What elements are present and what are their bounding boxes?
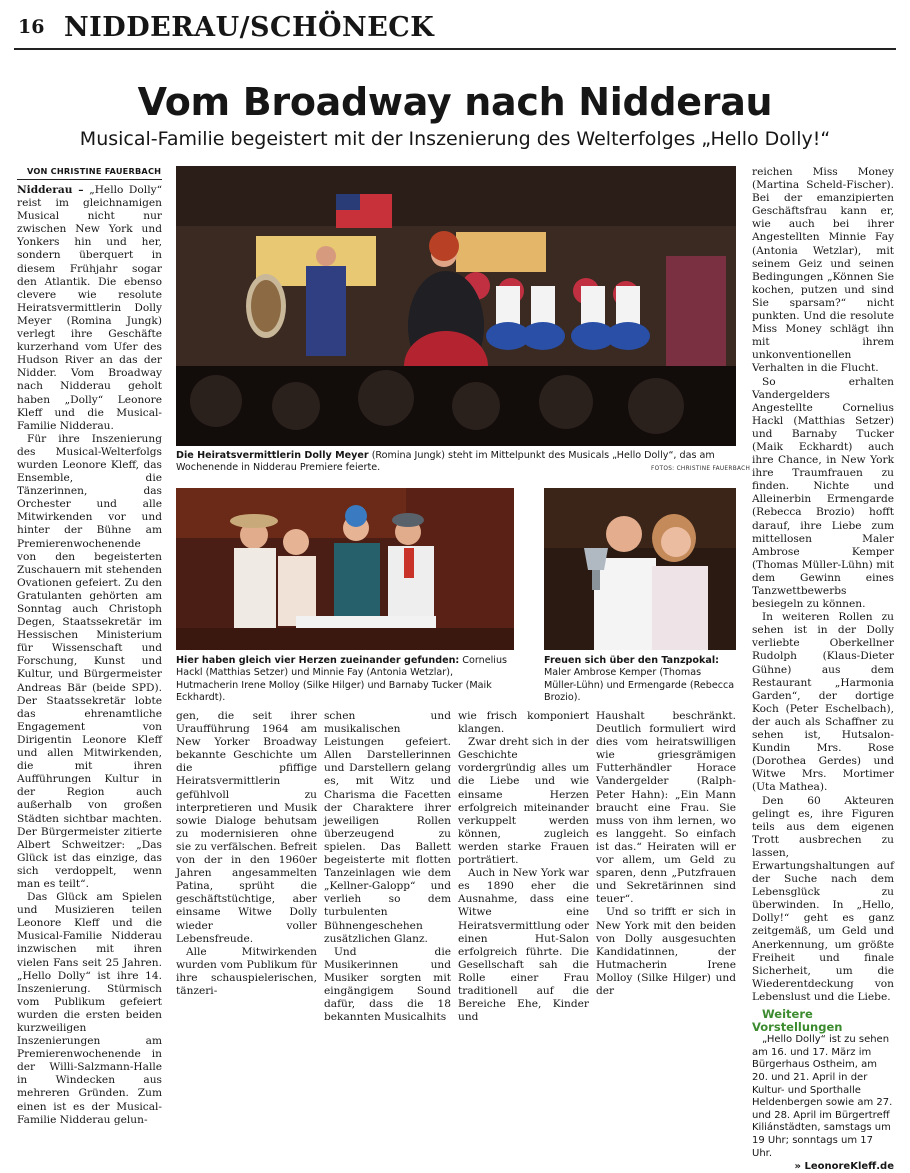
page-number: 16 — [18, 16, 45, 38]
article-column-4 — [458, 710, 589, 1024]
headline: Vom Broadway nach Nidderau — [137, 80, 773, 124]
header-rule — [14, 48, 896, 50]
caption-bold: Freuen sich über den Tanzpokal: — [544, 655, 719, 666]
main-stage-photo — [176, 166, 736, 446]
paragraph: schen und musikalischen Leistungen gefeiert. Allen Darstellerinnen und Darstellern gelang es, mit Witz und Charisma die Facetten der Charaktere ihrer jeweiligen Rollen überzeugend zu spielen. Das Ballett begeisterte mit flotten Tanzeinlagen wie dem „Kellner-Galopp“ und verlieh so dem turbulenten Bühnengeschehen zusätzlichen Glanz. — [324, 710, 451, 945]
paragraph: Auch in New York war es 1890 eher die Ausnahme, dass eine Witwe eine Heiratsvermittlung oder einen Hut-Salon erfolgreich führte. Die Gesellschaft sah die Rolle einer Frau traditionell auf die Bereiche Ehe, Kinder und — [458, 867, 589, 1024]
article-column-2 — [176, 710, 317, 997]
website-link[interactable]: » LeonoreKleff.de — [794, 1161, 894, 1173]
caption-text: Cornelius Hackl (Matthias Setzer) und Minnie Fay (Antonia Wetzlar), Hutmacherin Irene Molloy (Silke Hilger) und Barnaby Tucker (Maik Eckhardt). — [176, 655, 508, 703]
paragraph: wie frisch komponiert klangen. — [458, 710, 589, 736]
article-column-3 — [324, 710, 451, 1024]
main-photo-caption — [176, 450, 736, 476]
photo-credit: FOTOS: CHRISTINE FAUERBACH — [651, 466, 751, 472]
caption-text: Maler Ambrose Kemper (Thomas Müller-Lühn) und Ermengarde (Rebecca Brozio). — [544, 667, 735, 703]
dance-trophy-photo — [544, 488, 736, 650]
dance-trophy-caption — [544, 655, 736, 705]
caption-bold: Hier haben gleich vier Herzen zueinander gefunden: — [176, 655, 460, 666]
paragraph: gen, die seit ihrer Uraufführung 1964 am New Yorker Broadway bekannte Geschichte um die pfiffige Heiratsvermittlerin gefühlvoll zu interpretieren und Musik sowie Dialoge behutsam zu modernisieren ohne sie zu verfälschen. Befreit von der in den 1960er Jahren angesammelten Patina, sprüht die geschäftstüchtige, aber einsame Witwe Dolly wieder voller Lebensfreude. — [176, 710, 317, 945]
dance-trophy-scene-image — [544, 488, 736, 650]
four-hearts-scene-image — [176, 488, 514, 650]
paragraph: Zwar dreht sich in der Geschichte vordergründig alles um die Liebe und wie einsame Herzen erfolgreich miteinander verkuppelt werden können, zugleich werden starke Frauen porträtiert. — [458, 736, 589, 867]
article-column-1 — [17, 166, 162, 1126]
four-hearts-caption — [176, 655, 514, 705]
stage-scene-image — [176, 166, 736, 446]
paragraph: So erhalten Vandergelders Angestellte Cornelius Hackl (Matthias Setzer) und Barnaby Tucker (Maik Eckhardt) auch ihre Chance, in New York ihre Traumfrauen zu finden. Nichte und Alleinerbin Ermengarde (Rebecca Brozio) hofft darauf, ihre Liebe zum mittellosen Maler Ambrose Kemper (Thomas Müller-Lühn) mit dem Gewinn eines Tanzwettbewerbs besiegeln zu können. — [752, 375, 894, 611]
paragraph: reichen Miss Money (Martina Scheld-Fischer). Bei der emanzipierten Geschäftsfrau kann er, wie auch bei ihrer Angestellten Minnie Fay (Antonia Wetzlar), mit seinem Geiz und seinen Bedingungen „Können Sie kochen, putzen und sind Sie sparsam?“ nicht punkten. Und die resolute Miss Money schlägt ihn mit ihrem unkonventionellen Verhalten in die Flucht. — [752, 166, 894, 375]
dateline: Nidderau – — [17, 184, 84, 196]
paragraph: Das Glück am Spielen und Musizieren teilen Leonore Kleff und die Musical-Familie Nidderau inzwischen mit ihren vielen Fans seit 25 Jahren. „Hello Dolly“ ist ihre 14. Inszenierung. Stürmisch vom Publikum gefeiert wurden die ersten beiden kurzweiligen Inszenierungen am Premierenwochenende in der Willi-Salzmann-Halle in Windecken aus mehreren Gründen. Zum einen ist es der Musical-Familie Nidderau gelun- — [17, 891, 162, 1126]
paragraph: Und die Musikerinnen und Musiker sorgten mit eingängigem Sound dafür, dass die 18 bekannten Musicalhits — [324, 945, 451, 1024]
article-column-6 — [752, 166, 894, 1173]
caption-bold: Die Heiratsvermittlerin Dolly Meyer — [176, 450, 369, 461]
info-box-title: Weitere Vorstellungen — [752, 1007, 843, 1035]
subheadline: Musical-Familie begeistert mit der Inszenierung des Welterfolges „Hello Dolly!“ — [79, 128, 831, 150]
four-hearts-photo — [176, 488, 514, 650]
paragraph: Und so trifft er sich in New York mit den beiden von Dolly ausgesuchten Kandidatinnen, der Hutmacherin Irene Molloy (Silke Hilger) und der — [596, 906, 736, 997]
info-box-text: „Hello Dolly“ ist zu sehen am 16. und 17. März im Bürgerhaus Ostheim, am 20. und 21. April in der Kultur- und Sporthalle Heldenbergen sowie am 27. und 28. April im Bürgertreff Kiliánstädten, samstags um 19 Uhr; sonntags um 17 Uhr. — [752, 1034, 893, 1159]
paragraph — [17, 184, 162, 433]
section-title: NIDDERAU/SCHÖNECK — [64, 12, 435, 43]
paragraph: Den 60 Akteuren gelingt es, ihre Figuren teils aus dem eigenen Trott ausbrechen zu lassen, Erwartungshaltungen auf der Suche nach dem Lebensglück zu überwinden. In „Hello, Dolly!“ geht es ganz zeitgemäß, um Geld und Anerkennung, um größte Freiheit und finale Sicherheit, um die Wiederentdeckung von Lebenslust und die Liebe. — [752, 794, 894, 1003]
article-column-5 — [596, 710, 736, 997]
paragraph: Haushalt beschränkt. Deutlich formuliert wird dies vom heiratswilligen wie griesgrämigen Futterhändler Horace Vandergelder (Ralph-Peter Hahn): „Ein Mann braucht eine Frau. Sie muss von ihm lernen, wo es langgeht. So einfach ist das.“ Heiraten will er vor allem, um Geld zu sparen, denn „Putzfrauen und Sekretärinnen sind teuer“. — [596, 710, 736, 906]
caption-text: (Romina Jungk) steht im Mittelpunkt des Musicals „Hello Dolly“, das am Wochenende in Nidderau Premiere feierte. — [176, 450, 715, 474]
paragraph: In weiteren Rollen zu sehen ist in der Dolly verliebte Oberkellner Rudolph (Klaus-Dieter Gühne) aus dem Restaurant „Harmonia Garden“, der dortige Koch (Peter Eschelbach), der auch als Schaffner zu sehen ist, Hutsalon-Kundin Mrs. Rose (Dorothea Gerdes) und Witwe Mrs. Mortimer (Uta Mathea). — [752, 611, 894, 794]
paragraph-text: „Hello Dolly“ reist im gleichnamigen Musical nicht nur zwischen New York und Yonkers hin und her, sondern überquert in diesem Frühjahr sogar den Atlantik. Die ebenso clevere wie resolute Heiratsvermittlerin Dolly Meyer (Romina Jungk) verlegt ihre Geschäfte kurzerhand vom Ufer des Hudson River an das der Nidder. Vom Broadway nach Nidderau geholt haben „Dolly“ Leonore Kleff und die Musical-Familie Nidderau. — [17, 184, 162, 432]
paragraph: Für ihre Inszenierung des Musical-Welterfolgs wurden Leonore Kleff, das Ensemble, die Tänzerinnen, das Orchester und alle Mitwirkenden vor und hinter der Bühne am Premierenwochenende von den begeisterten Zuschauern mit stehenden Ovationen gefeiert. Zu den Gratulanten gehörten am Sonntag auch Christoph Degen, Staatssekretär im Hessischen Ministerium für Wissenschaft und Forschung, Kunst und Kultur, und Bürgermeister Andreas Bär (beide SPD). Der Staatssekretär lobte das ehrenamtliche Engagement von Dirigentin Leonore Kleff und allen Mitwirkenden, die mit ihren Aufführungen Kultur in der Region auch außerhalb von großen Städten sichtbar machten. Der Bürgermeister zitierte Albert Schweitzer: „Das Glück ist das einzige, das sich verdoppelt, wenn man es teilt“. — [17, 432, 162, 890]
paragraph: Alle Mitwirkenden wurden vom Publikum für ihre schauspielerischen, tänzeri- — [176, 945, 317, 997]
byline: VON CHRISTINE FAUERBACH — [17, 166, 162, 180]
